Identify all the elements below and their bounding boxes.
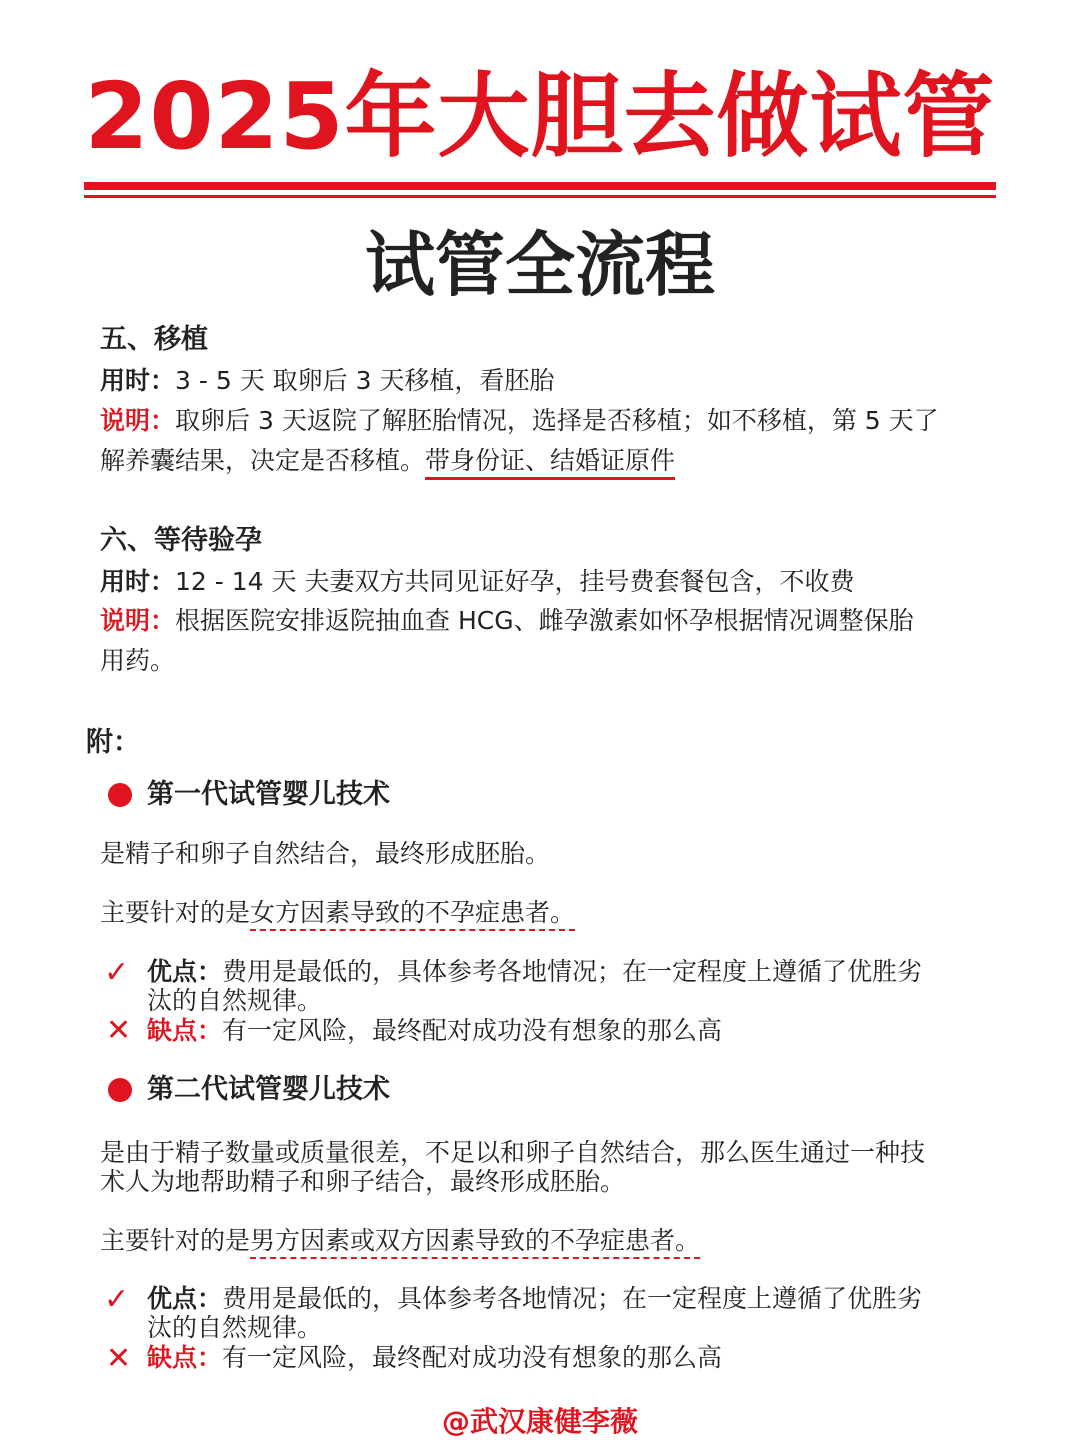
section-5-note-line2: [100, 441, 990, 481]
pro-label: 优点：: [147, 957, 223, 986]
bullet-dot: [108, 783, 132, 807]
cross-icon: ✕: [106, 1013, 132, 1048]
section-5-heading: 五、移植: [100, 324, 208, 355]
pro-text: 费用是最低的，具体参考各地情况；在一定程度上遵循了优胜劣: [222, 1284, 923, 1313]
section-6-note-line2: [100, 641, 990, 681]
gen1-cons: [147, 1016, 987, 1045]
note-text: 用药。: [100, 646, 176, 675]
check-icon: ✓: [104, 955, 130, 990]
pro-label: 优点：: [147, 1284, 223, 1313]
gen1-heading: 第一代试管婴儿技术: [147, 779, 390, 810]
con-label: 缺点：: [147, 1343, 223, 1372]
time-label: 用时：: [100, 366, 176, 395]
time-label: 用时：: [100, 567, 176, 596]
title-divider-thin: [84, 195, 996, 198]
page-subtitle: 试管全流程: [365, 224, 715, 306]
appendix-label: 附：: [86, 727, 140, 758]
author-handle: @武汉康健李薇: [441, 1405, 638, 1438]
desc-line: 是由于精子数量或质量很差，不足以和卵子自然结合，那么医生通过一种技: [100, 1138, 926, 1167]
documents-highlight: 带身份证、结婚证原件: [425, 446, 675, 480]
section-5-time: [100, 361, 990, 401]
pro-text: 汰的自然规律。: [147, 1313, 323, 1342]
section-6-time: [100, 562, 990, 602]
note-text: 根据医院安排返院抽血查 HCG、雌孕激素如怀孕根据情况调整保胎: [175, 606, 914, 635]
gen2-target: [100, 1221, 990, 1261]
section-6-heading: 六、等待验孕: [100, 525, 262, 556]
target-prefix: 主要针对的是: [100, 898, 251, 927]
title-divider-thick: [84, 182, 996, 190]
gen2-pros: [147, 1284, 987, 1342]
note-label: 说明：: [100, 606, 176, 635]
target-prefix: 主要针对的是: [100, 1226, 251, 1255]
time-text: 12 - 14 天 夫妻双方共同见证好孕，挂号费套餐包含，不收费: [175, 567, 855, 596]
con-text: 有一定风险，最终配对成功没有想象的那么高: [222, 1016, 723, 1045]
check-icon: ✓: [104, 1282, 130, 1317]
note-text: 解养囊结果，决定是否移植。: [100, 446, 426, 475]
gen2-heading: 第二代试管婴儿技术: [147, 1074, 390, 1105]
page-title: 2025年大胆去做试管: [84, 63, 996, 170]
note-label: 说明：: [100, 406, 176, 435]
pro-text: 费用是最低的，具体参考各地情况；在一定程度上遵循了优胜劣: [222, 957, 923, 986]
time-text: 3 - 5 天 取卵后 3 天移植，看胚胎: [175, 366, 555, 395]
gen1-pros: [147, 957, 987, 1015]
section-5-note-line1: [100, 401, 990, 441]
cross-icon: ✕: [106, 1341, 132, 1376]
note-text: 取卵后 3 天返院了解胚胎情况，选择是否移植；如不移植，第 5 天了: [175, 406, 939, 435]
con-label: 缺点：: [147, 1016, 223, 1045]
gen2-description: [100, 1138, 990, 1196]
section-6-note-line1: [100, 601, 990, 641]
pro-text: 汰的自然规律。: [147, 986, 323, 1015]
gen1-description: 是精子和卵子自然结合，最终形成胚胎。: [100, 839, 551, 868]
desc-line: 术人为地帮助精子和卵子结合，最终形成胚胎。: [100, 1167, 626, 1196]
gen2-cons: [147, 1343, 987, 1372]
target-highlight: 女方因素导致的不孕症患者。: [250, 898, 575, 931]
target-highlight: 男方因素或双方因素导致的不孕症患者。: [250, 1226, 700, 1259]
gen1-target: [100, 893, 990, 933]
con-text: 有一定风险，最终配对成功没有想象的那么高: [222, 1343, 723, 1372]
bullet-dot: [108, 1078, 132, 1102]
